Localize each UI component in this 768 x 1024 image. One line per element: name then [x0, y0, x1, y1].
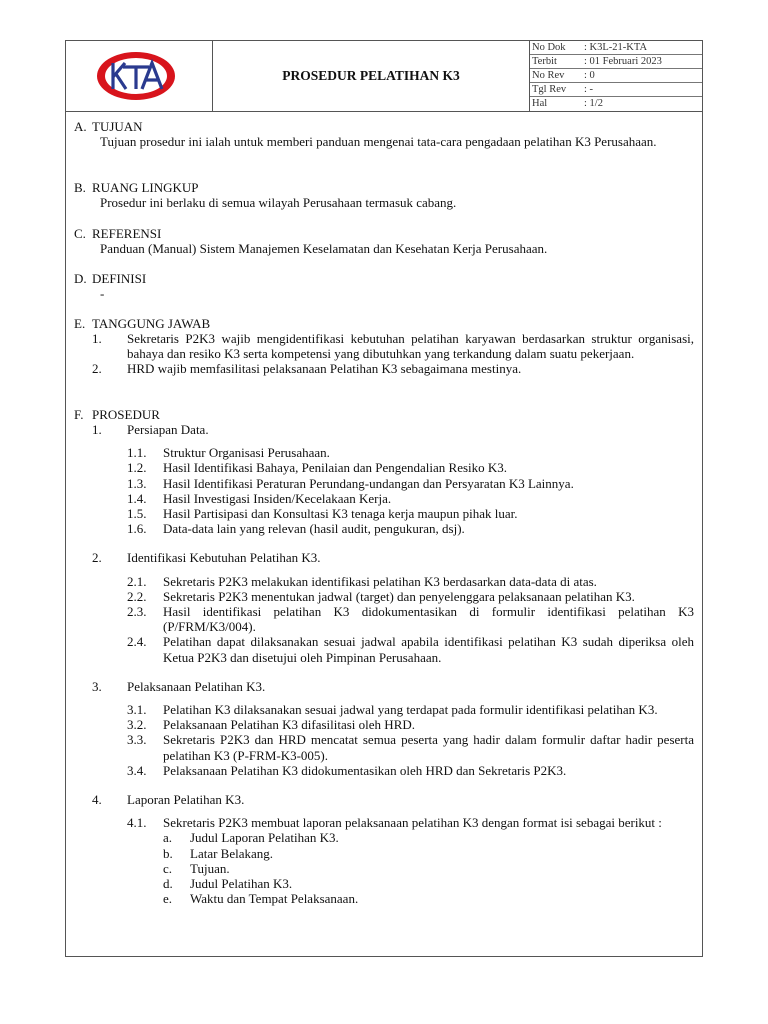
sub-text: Pelatihan dapat dilaksanakan sesuai jadwal apabila identifikasi pelatihan K3 sudah diperiksa oleh Ketua P2K3 dan disetujui oleh Pimpinan Perusahaan.	[163, 634, 694, 665]
step-title: Laporan Pelatihan K3.	[127, 792, 245, 808]
step-number: 1.	[92, 422, 102, 437]
sub-text: Pelaksanaan Pelatihan K3 difasilitasi oleh HRD.	[163, 717, 416, 733]
alpha-letter: a.	[163, 830, 173, 846]
sub-number: 3.1.	[127, 702, 147, 718]
sub-number: 1.3.	[127, 475, 147, 491]
section-heading	[74, 119, 694, 134]
step-title: Pelaksanaan Pelatihan K3.	[127, 678, 266, 694]
sub-number: 4.1.	[127, 815, 147, 831]
logo-text: KTA	[136, 100, 138, 101]
info-value: : -	[584, 84, 594, 95]
alpha-item	[163, 876, 694, 891]
section-title: TANGGUNG JAWAB	[92, 316, 211, 331]
sub-number: 1.5.	[127, 506, 147, 522]
step-number: 4.	[92, 792, 102, 808]
sub-item	[127, 445, 694, 460]
alpha-letter: e.	[163, 891, 173, 907]
logo-cell	[66, 41, 213, 111]
section-text: -	[100, 286, 105, 301]
procedure-step	[92, 679, 694, 694]
alpha-letter: c.	[163, 860, 173, 876]
section-letter: B.	[74, 180, 86, 195]
sub-text: Sekretaris P2K3 melakukan identifikasi pelatihan K3 berdasarkan data-data di atas.	[163, 573, 597, 589]
sub-text: Hasil Partisipasi dan Konsultasi K3 tenaga kerja maupun pihak luar.	[163, 506, 518, 522]
sub-number: 3.4.	[127, 762, 147, 778]
sub-text: Pelaksanaan Pelatihan K3 didokumentasikan oleh HRD dan Sekretaris P2K3.	[163, 762, 567, 778]
alpha-text: Judul Pelatihan K3.	[190, 876, 293, 892]
sub-item	[127, 732, 694, 762]
document-header	[66, 41, 702, 112]
step-title: Identifikasi Kebutuhan Pelatihan K3.	[127, 550, 321, 566]
section-tujuan	[74, 119, 694, 149]
document-info-table	[530, 41, 702, 111]
info-label: Tgl Rev	[532, 84, 567, 95]
document-page	[65, 40, 703, 957]
section-text: Tujuan prosedur ini ialah untuk memberi panduan mengenai tata-cara pengadaan pelatihan K3 Perusahaan.	[100, 134, 657, 149]
alpha-text: Tujuan.	[190, 860, 230, 876]
step-number: 2.	[92, 550, 102, 566]
alpha-item	[163, 846, 694, 861]
info-value: : 0	[584, 70, 595, 81]
sub-text: Hasil Identifikasi Peraturan Perundang-undangan dan Persyaratan K3 Lainnya.	[163, 475, 574, 491]
sub-number: 1.2.	[127, 460, 147, 476]
sub-item	[127, 815, 694, 830]
company-logo	[95, 50, 177, 102]
sub-number: 1.1.	[127, 445, 147, 461]
section-ruang-lingkup	[74, 180, 694, 210]
section-letter: D.	[74, 271, 87, 286]
item-text: HRD wajib memfasilitasi pelaksanaan Pelatihan K3 sebagaimana mestinya.	[127, 361, 522, 377]
sub-text: Sekretaris P2K3 menentukan jadwal (target) dan penyelenggara pelaksanaan pelatihan K3.	[163, 588, 635, 604]
info-row-hal	[530, 97, 702, 111]
sub-item	[127, 702, 694, 717]
document-title: PROSEDUR PELATIHAN K3	[213, 41, 530, 111]
sub-text: Data-data lain yang relevan (hasil audit, pengukuran, dsj).	[163, 521, 465, 537]
sub-text: Sekretaris P2K3 membuat laporan pelaksanaan pelatihan K3 dengan format isi sebagai berikut :	[163, 815, 662, 831]
info-value: : K3L-21-KTA	[584, 42, 648, 53]
section-definisi	[74, 271, 694, 301]
sub-item	[127, 717, 694, 732]
sub-item	[127, 491, 694, 506]
section-letter: E.	[74, 316, 86, 331]
section-heading	[74, 407, 694, 422]
section-title: PROSEDUR	[92, 407, 160, 422]
sub-item	[127, 763, 694, 778]
sub-number: 3.3.	[127, 732, 147, 748]
sub-number: 1.6.	[127, 521, 147, 537]
alpha-item	[163, 891, 694, 906]
procedure-step	[92, 550, 694, 565]
info-row-terbit	[530, 55, 702, 69]
sub-item	[127, 604, 694, 634]
section-title: REFERENSI	[92, 226, 162, 241]
alpha-text: Latar Belakang.	[190, 845, 274, 861]
info-row-no-rev	[530, 69, 702, 83]
alpha-letter: b.	[163, 845, 173, 861]
section-heading	[74, 226, 694, 241]
list-item	[92, 331, 694, 361]
info-row-no-dok	[530, 41, 702, 55]
section-prosedur	[74, 407, 694, 906]
alpha-item	[163, 861, 694, 876]
item-number: 1.	[92, 331, 102, 346]
sub-item	[127, 476, 694, 491]
sub-number: 2.2.	[127, 588, 147, 604]
section-heading	[74, 271, 694, 286]
section-heading	[74, 180, 694, 195]
section-heading	[74, 316, 694, 331]
sub-text: Pelatihan K3 dilaksanakan sesuai jadwal yang terdapat pada formulir identifikasi pelatihan K3.	[163, 702, 658, 718]
sub-text: Struktur Organisasi Perusahaan.	[163, 445, 330, 461]
info-label: No Rev	[532, 70, 565, 81]
procedure-step	[92, 792, 694, 807]
item-text: Sekretaris P2K3 wajib mengidentifikasi kebutuhan pelatihan karyawan berdasarkan struktur organisasi, bahaya dan resiko K3 serta kompetensi yang dibutuhkan yang terkandung dalam suatu pekerjaan.	[127, 331, 694, 362]
section-referensi	[74, 226, 694, 256]
list-item	[92, 361, 694, 376]
sub-number: 2.3.	[127, 604, 147, 620]
alpha-text: Waktu dan Tempat Pelaksanaan.	[190, 891, 359, 907]
sub-item	[127, 634, 694, 664]
section-text: Panduan (Manual) Sistem Manajemen Keselamatan dan Kesehatan Kerja Perusahaan.	[100, 241, 548, 256]
step-number: 3.	[92, 678, 102, 694]
section-tanggung-jawab	[74, 316, 694, 377]
section-title: DEFINISI	[92, 271, 147, 286]
sub-number: 1.4.	[127, 490, 147, 506]
sub-number: 2.1.	[127, 573, 147, 589]
sub-item	[127, 574, 694, 589]
info-label: Hal	[532, 98, 548, 109]
section-letter: A.	[74, 119, 87, 134]
item-number: 2.	[92, 361, 102, 377]
sub-text: Hasil Investigasi Insiden/Kecelakaan Kerja.	[163, 490, 392, 506]
sub-number: 3.2.	[127, 717, 147, 733]
sub-text: Hasil identifikasi pelatihan K3 didokumentasikan di formulir identifikasi pelatihan K3 (P/FRM/K3/004).	[163, 604, 694, 635]
sub-text: Hasil Identifikasi Bahaya, Penilaian dan Pengendalian Resiko K3.	[163, 460, 508, 476]
alpha-text: Judul Laporan Pelatihan K3.	[190, 830, 339, 846]
sub-item	[127, 460, 694, 475]
section-title: TUJUAN	[92, 119, 143, 134]
info-value: : 01 Februari 2023	[584, 56, 662, 67]
sub-item	[127, 506, 694, 521]
info-row-tgl-rev	[530, 83, 702, 97]
procedure-step	[92, 422, 694, 437]
sub-item	[127, 589, 694, 604]
section-letter: C.	[74, 226, 86, 241]
info-label: Terbit	[532, 56, 557, 67]
alpha-item	[163, 830, 694, 845]
sub-item	[127, 521, 694, 536]
section-letter: F.	[74, 407, 84, 422]
section-title: RUANG LINGKUP	[92, 180, 199, 195]
info-value: : 1/2	[584, 98, 603, 109]
section-text: Prosedur ini berlaku di semua wilayah Perusahaan termasuk cabang.	[100, 195, 457, 210]
step-title: Persiapan Data.	[127, 422, 209, 437]
sub-text: Sekretaris P2K3 dan HRD mencatat semua peserta yang hadir dalam formulir daftar hadir peserta pelatihan K3 (P-FRM-K3-005).	[163, 732, 694, 763]
info-label: No Dok	[532, 42, 566, 53]
sub-number: 2.4.	[127, 634, 147, 650]
alpha-letter: d.	[163, 876, 173, 892]
